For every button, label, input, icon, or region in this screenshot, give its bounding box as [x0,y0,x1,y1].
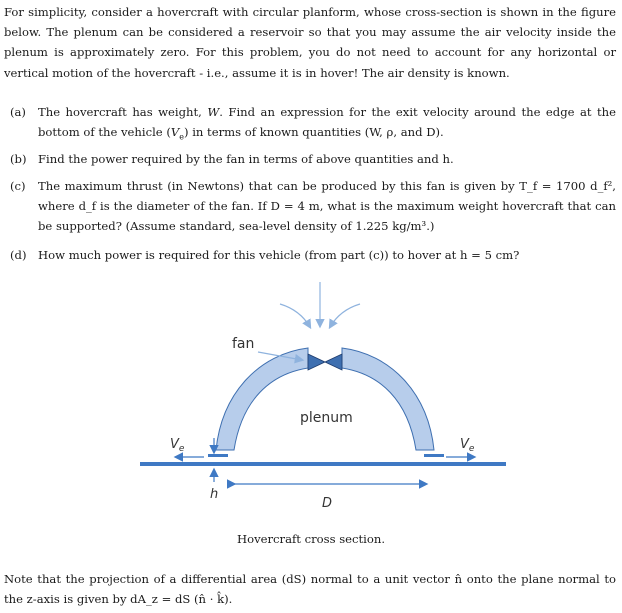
d-label: D [322,496,333,511]
fan-label: fan [232,336,255,352]
fan-shape [308,354,342,370]
ground-line [140,462,506,466]
h-label: h [210,487,219,502]
question-d-text: How much power is required for this vehicle (from part (c)) to hover at h = 5 cm? [38,248,520,262]
figure-caption: Hovercraft cross section. [236,532,386,546]
ve-left-label: $V_e$ [170,437,185,454]
question-c-text: The maximum thrust (in Newtons) that can be produced by this fan is given by T_f = 1700 d_f², where d_f is the diameter of the fan. If D = 4 m, what is the maximum weight hovercraft that can be supported? (Assume standard, sea-level density of 1.225 kg/m³.) [38,179,616,234]
intro-paragraph [4,2,616,83]
question-c-label: (c) [10,179,26,193]
question-a-text: The hovercraft has weight, W. Find an expression for the exit velocity around the edge at the bottom of the vehicle $(V_e)$ in terms of known quantities (W, ρ, and D). [38,105,616,142]
note-text: Note that the projection of a differential area (dS) normal to a unit vector n̂ onto the plane normal to the z-axis is given by dA_z = dS (n̂ · k̂). [4,572,616,607]
left-skirt [208,454,228,457]
question-b-label: (b) [10,152,27,166]
ve-right-label: $V_e$ [460,437,475,454]
right-skirt [424,454,444,457]
question-a-label: (a) [10,105,26,119]
intro-text: For simplicity, consider a hovercraft with circular planform, whose cross-section is shown in the figure below. The plenum can be considered a reservoir so that you may assume the air velocity inside the plenum is approximately zero. For this problem, you do not need to account for any horizontal or vertical motion of the hovercraft - i.e., assume it is in hover! The air density is known. [4,5,616,80]
left-shell [216,348,308,450]
plenum-label: plenum [300,410,353,426]
hovercraft-figure [130,282,510,514]
right-shell [342,348,434,450]
inflow-arrows [280,282,360,327]
question-d-label: (d) [10,248,27,262]
question-b-text: Find the power required by the fan in terms of above quantities and h. [38,152,454,166]
note-paragraph [4,569,616,609]
